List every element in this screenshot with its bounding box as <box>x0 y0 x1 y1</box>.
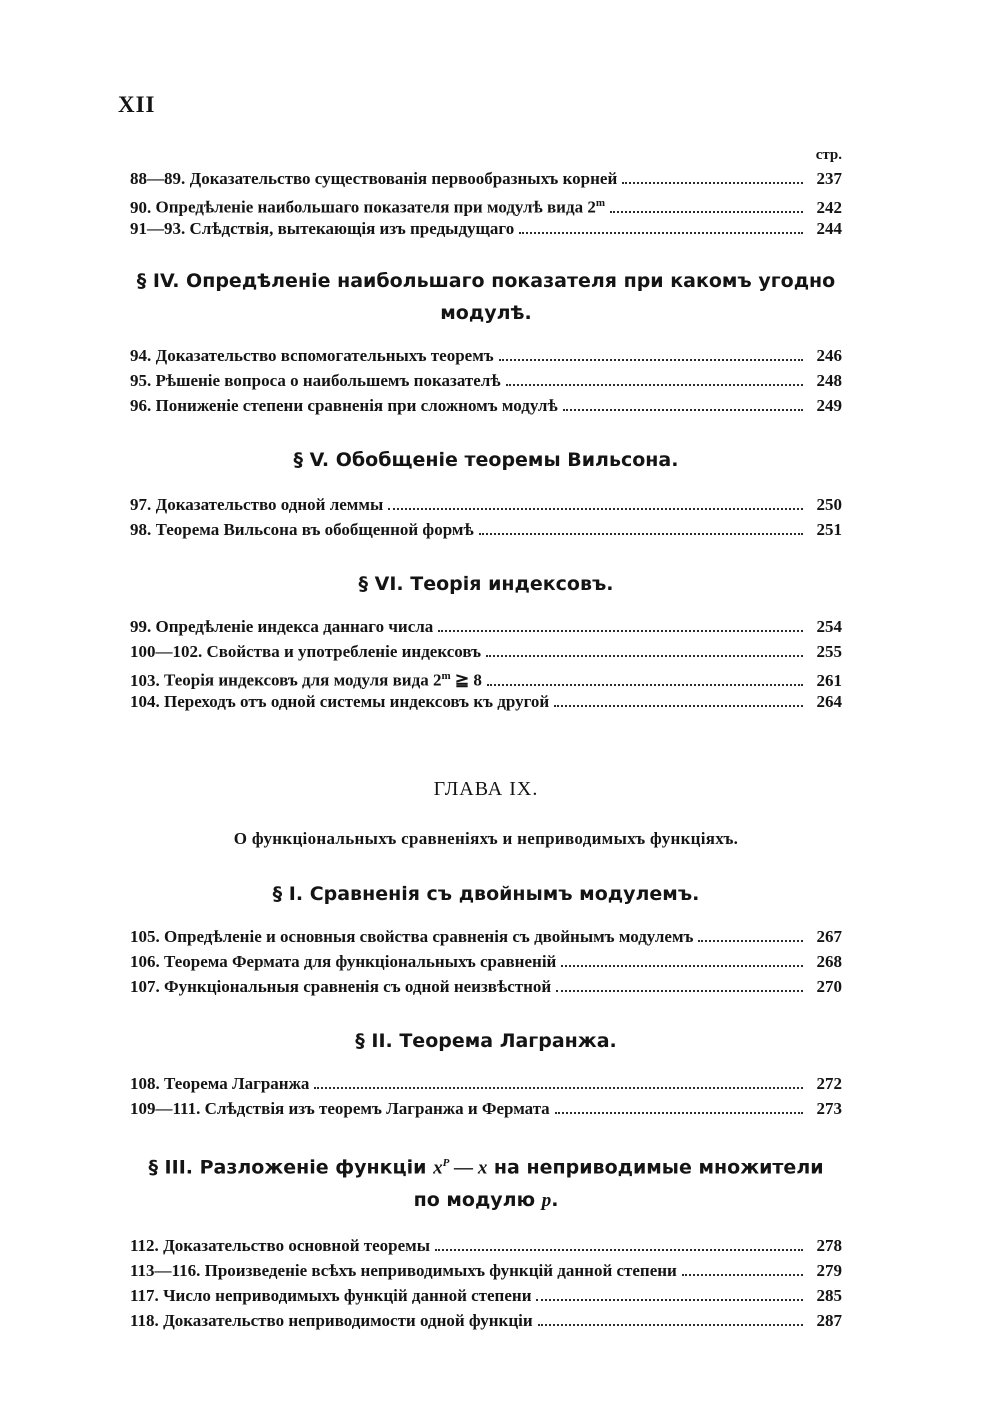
entry-page: 261 <box>816 670 842 690</box>
entry-number: 103. <box>130 670 160 690</box>
entry-number: 97. <box>130 495 152 514</box>
entry-title: Доказательство существованія первообразныхъ корней <box>189 169 618 188</box>
entry-page: 249 <box>816 396 842 415</box>
dot-leader <box>388 508 803 510</box>
toc-entry-112[interactable] <box>130 1233 842 1258</box>
entry-number: 118. <box>130 1311 159 1331</box>
entry-number: 109—111. <box>130 1099 201 1118</box>
entry-page: 251 <box>816 520 842 539</box>
dot-leader <box>563 409 803 411</box>
entry-number: 88—89. <box>130 169 186 188</box>
dot-leader <box>499 359 803 361</box>
entry-page: 279 <box>816 1261 842 1281</box>
entry-page: 254 <box>816 617 842 636</box>
formula-base: x <box>433 1157 443 1179</box>
entry-title: Доказательство одной леммы <box>155 495 384 514</box>
entry-title: Произведеніе всѣхъ неприводимыхъ функцій данной степени <box>204 1261 677 1281</box>
exponent: m <box>441 670 451 682</box>
dot-leader <box>438 630 803 632</box>
toc-entry-95[interactable] <box>130 368 842 393</box>
chapter-subtitle: О функціональныхъ сравненіяхъ и неприводимыхъ функціяхъ. <box>233 829 739 848</box>
entries-section-ch-iii <box>130 1233 842 1333</box>
entries-section-ch-ii <box>130 1071 842 1121</box>
entry-page: 264 <box>816 692 842 711</box>
section-title-iv <box>130 265 842 329</box>
entry-page: 267 <box>816 927 842 946</box>
entry-title: Слѣдствія изъ теоремъ Лагранжа и Ферматa <box>204 1099 550 1118</box>
dot-leader <box>479 533 803 535</box>
dot-leader <box>698 940 803 942</box>
entry-title: Рѣшеніе вопроса о наибольшемъ показателѣ <box>155 371 501 390</box>
toc-entry-109-111[interactable] <box>130 1096 842 1121</box>
toc-entry-104[interactable] <box>130 689 842 714</box>
entry-title: Доказательство неприводимости одной функціи <box>163 1311 533 1331</box>
formula-rest: — x <box>449 1157 488 1179</box>
page-number: XII <box>118 92 156 117</box>
entry-number: 91—93. <box>130 219 186 238</box>
section-title-line1: § IV. Опредѣленіе наибольшаго показателя при какомъ угодно <box>136 270 836 292</box>
entry-number: 94. <box>130 346 152 365</box>
entry-number: 98. <box>130 520 152 539</box>
toc-entry-106[interactable] <box>130 949 842 974</box>
dot-leader <box>610 211 803 213</box>
entry-title: Теорема Ферматa для функціональныхъ сравненій <box>164 952 557 971</box>
entry-number: 117. <box>130 1286 159 1306</box>
entry-page: 273 <box>816 1099 842 1118</box>
entry-number: 105. <box>130 927 160 946</box>
toc-entry-98[interactable] <box>130 517 842 542</box>
toc-entry-90[interactable] <box>130 191 842 216</box>
section-title-prefix: § III. Разложеніе функціи <box>148 1156 434 1179</box>
entry-page: 255 <box>816 642 842 661</box>
entry-title: Слѣдствія, вытекающія изъ предыдущаго <box>189 219 515 238</box>
entry-number: 90. <box>130 197 152 217</box>
toc-entry-100-102[interactable] <box>130 639 842 664</box>
dot-leader <box>555 1112 803 1114</box>
toc-entry-107[interactable] <box>130 974 842 999</box>
toc-entry-108[interactable] <box>130 1071 842 1096</box>
toc-entry-94[interactable] <box>130 343 842 368</box>
entry-page: 250 <box>816 495 842 514</box>
section-title-ch-ii: § II. Теорема Лагранжа. <box>355 1030 617 1052</box>
section-title-line2: модулѣ. <box>440 302 532 324</box>
section-title-line2-suffix: . <box>551 1189 559 1212</box>
entry-number: 104. <box>130 692 160 711</box>
dot-leader <box>554 705 803 707</box>
entry-page: 248 <box>816 371 842 390</box>
section-title-vi: § VI. Теорія индексовъ. <box>358 573 614 595</box>
entries-top <box>130 166 842 241</box>
entry-title: Функціональныя сравненія съ одной неизвѣстной <box>164 977 552 996</box>
chapter-title: ГЛАВА IX. <box>433 778 539 800</box>
dot-leader <box>314 1087 803 1089</box>
section-title-ch-iii <box>130 1147 842 1217</box>
entry-number: 100—102. <box>130 642 203 661</box>
toc-entry-118[interactable] <box>130 1308 842 1333</box>
entry-title: Доказательство основной теоремы <box>163 1236 431 1256</box>
entry-title: Число неприводимыхъ функцій данной степени <box>163 1286 532 1306</box>
toc-entry-105[interactable] <box>130 924 842 949</box>
toc-entry-99[interactable] <box>130 614 842 639</box>
section-title-v: § V. Обобщеніе теоремы Вильсона. <box>293 449 679 471</box>
entry-number: 113—116. <box>130 1261 201 1281</box>
toc-entry-103[interactable] <box>130 664 842 689</box>
entry-title: Доказательство вспомогательныхъ теоремъ <box>155 346 494 365</box>
toc-entry-88-89[interactable] <box>130 166 842 191</box>
section-title-suffix: на неприводимые множители <box>487 1156 824 1179</box>
entry-title-text: Теорія индексовъ для модуля вида 2 <box>164 670 442 690</box>
entry-number: 95. <box>130 371 152 390</box>
dot-leader <box>561 965 803 967</box>
entry-number: 108. <box>130 1074 160 1093</box>
entries-section-v <box>130 492 842 542</box>
entry-title: Теорема Лагранжа <box>164 1074 310 1093</box>
entry-title-suffix: ≧ 8 <box>450 670 482 690</box>
table-of-contents <box>130 144 842 1333</box>
entry-page: 242 <box>816 197 842 217</box>
entry-title: Опредѣленіе и основныя свойства сравненія съ двойнымъ модулемъ <box>164 927 694 946</box>
entry-number: 99. <box>130 617 152 636</box>
toc-entry-91-93[interactable] <box>130 216 842 241</box>
entry-title: Пониженіе степени сравненія при сложномъ модулѣ <box>155 396 558 415</box>
entry-number: 106. <box>130 952 160 971</box>
exponent: m <box>595 197 605 209</box>
entry-number: 96. <box>130 396 152 415</box>
entry-number: 107. <box>130 977 160 996</box>
toc-entry-96[interactable] <box>130 393 842 418</box>
entry-page: 237 <box>816 169 842 188</box>
formula-exponent: P <box>442 1157 450 1169</box>
page-column-header: стр. <box>815 147 842 163</box>
entry-page: 285 <box>816 1286 842 1306</box>
dot-leader <box>536 1299 803 1301</box>
entry-title: Переходъ отъ одной системы индексовъ къ другой <box>164 692 550 711</box>
entry-page: 246 <box>816 346 842 365</box>
entries-section-ch-i <box>130 924 842 999</box>
section-title-ch-i: § I. Сравненія съ двойнымъ модулемъ. <box>272 883 700 905</box>
entry-page: 278 <box>816 1236 842 1256</box>
section-title-line2-prefix: по модулю <box>413 1189 542 1212</box>
entry-title: Опредѣленіе индекса даннаго числа <box>155 617 434 636</box>
dot-leader <box>556 990 803 992</box>
dot-leader <box>435 1249 803 1251</box>
entry-page: 268 <box>816 952 842 971</box>
modulus-variable: p <box>541 1190 552 1212</box>
dot-leader <box>486 655 803 657</box>
entry-page: 272 <box>816 1074 842 1093</box>
dot-leader <box>519 232 803 234</box>
dot-leader <box>487 684 803 686</box>
dot-leader <box>506 384 803 386</box>
entry-page: 270 <box>816 977 842 996</box>
entry-page: 287 <box>816 1311 842 1331</box>
dot-leader <box>538 1324 803 1326</box>
entry-title: Теорема Вильсона въ обобщенной формѣ <box>155 520 474 539</box>
entry-title: Свойства и употребленіе индексовъ <box>206 642 482 661</box>
entry-page: 244 <box>816 219 842 238</box>
toc-entry-113-116[interactable] <box>130 1258 842 1283</box>
dot-leader <box>622 182 803 184</box>
dot-leader <box>682 1274 803 1276</box>
entry-number: 112. <box>130 1236 159 1256</box>
entry-title-text: Опредѣленіе наибольшаго показателя при модулѣ вида 2 <box>155 197 596 217</box>
toc-entry-117[interactable] <box>130 1283 842 1308</box>
entries-section-iv <box>130 343 842 418</box>
toc-entry-97[interactable] <box>130 492 842 517</box>
entries-section-vi <box>130 614 842 714</box>
